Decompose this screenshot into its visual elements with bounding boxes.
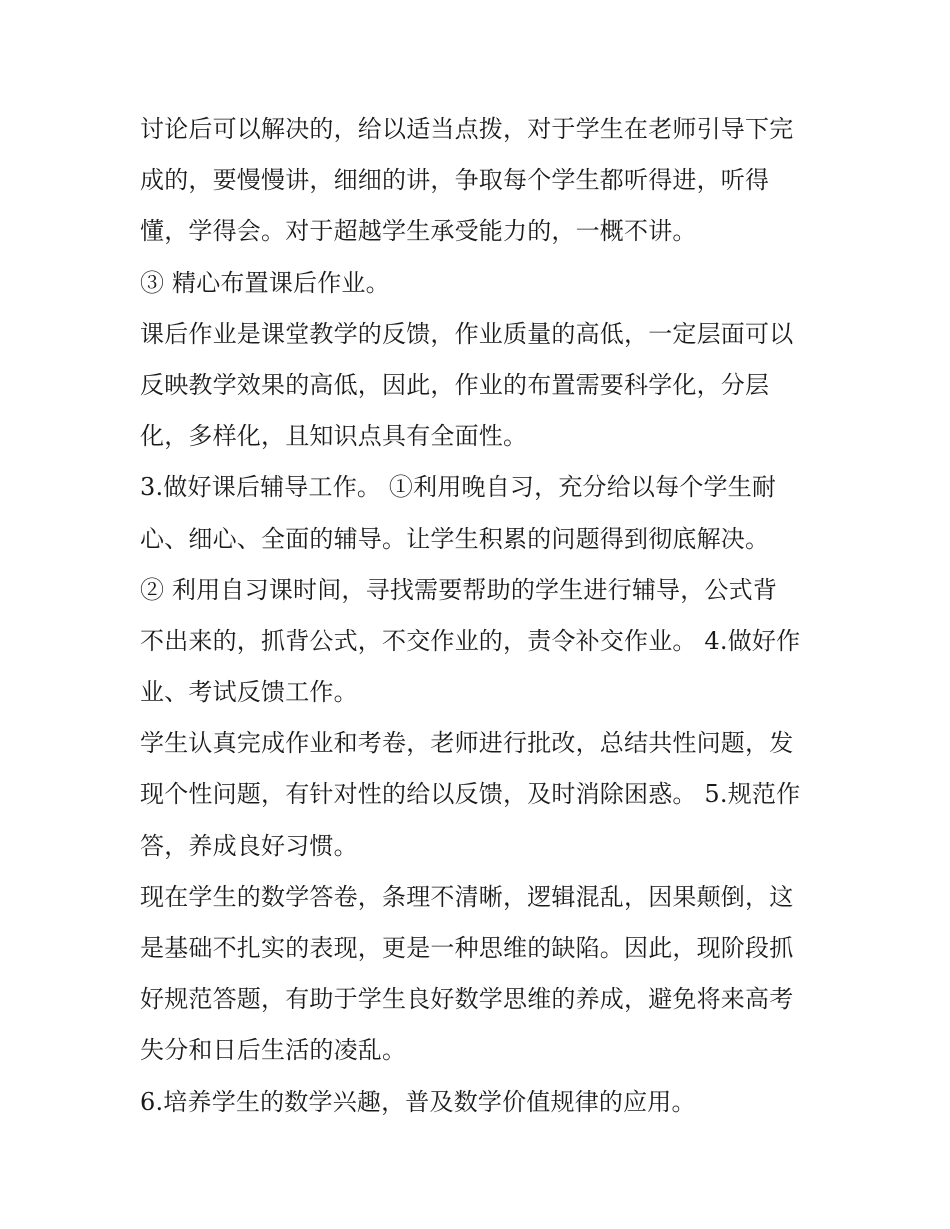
text-line: ③ 精心布置课后作业。 bbox=[140, 268, 390, 297]
text-line: 懂，学得会。对于超越学生承受能力的，一概不讲。 bbox=[140, 217, 697, 246]
text-line: 课后作业是课堂教学的反馈，作业质量的高低，一定层面可以 bbox=[140, 319, 794, 348]
text-line: 失分和日后生活的凌乱。 bbox=[140, 1036, 407, 1065]
text-line: 现个性问题，有针对性的给以反馈，及时消除困惑。 5.规范作 bbox=[140, 780, 801, 809]
text-line: 反映教学效果的高低，因此，作业的布置需要科学化，分层 bbox=[140, 370, 770, 399]
document-body bbox=[140, 104, 820, 1128]
text-line: 6.培养学生的数学兴趣，普及数学价值规律的应用。 bbox=[140, 1087, 696, 1116]
text-line: 化，多样化，且知识点具有全面性。 bbox=[140, 422, 528, 451]
text-line: 业、考试反馈工作。 bbox=[140, 678, 358, 707]
text-line: 学生认真完成作业和考卷，老师进行批改，总结共性问题，发 bbox=[140, 729, 794, 758]
text-line: 不出来的，抓背公式，不交作业的，责令补交作业。 4.做好作 bbox=[140, 626, 801, 655]
text-line: 成的，要慢慢讲，细细的讲，争取每个学生都听得进，听得 bbox=[140, 166, 770, 195]
text-line: 心、细心、全面的辅导。让学生积累的问题得到彻底解决。 bbox=[140, 524, 770, 553]
text-line: 好规范答题，有助于学生良好数学思维的养成，避免将来高考 bbox=[140, 985, 794, 1014]
text-line: 讨论后可以解决的，给以适当点拨，对于学生在老师引导下完 bbox=[140, 115, 794, 143]
text-line: 是基础不扎实的表现，更是一种思维的缺陷。因此，现阶段抓 bbox=[140, 934, 794, 962]
text-line: 答，养成良好习惯。 bbox=[140, 831, 358, 860]
text-line: 3.做好课后辅导工作。 ①利用晚自习，充分给以每个学生耐 bbox=[140, 473, 777, 502]
text-line: 现在学生的数学答卷，条理不清晰，逻辑混乱，因果颠倒，这 bbox=[140, 882, 794, 911]
text-line: ② 利用自习课时间，寻找需要帮助的学生进行辅导，公式背 bbox=[140, 575, 778, 604]
